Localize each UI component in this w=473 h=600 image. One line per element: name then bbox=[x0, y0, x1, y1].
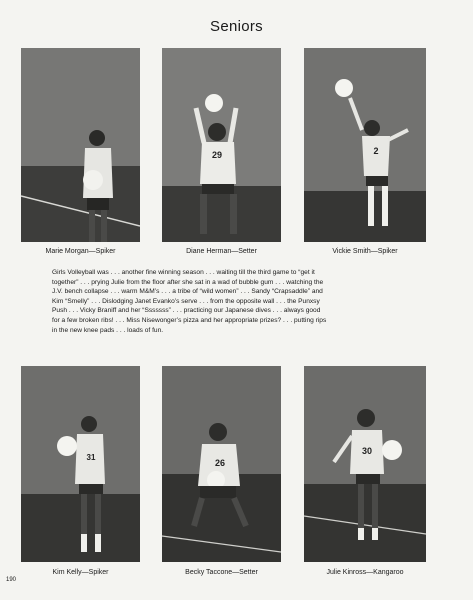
paragraph-line: Kim “Smelly” . . . Dislodging Janet Evanko’s serve . . . from the opposite wall . . . the Punxsy bbox=[52, 297, 320, 305]
paragraph-line: Girls Volleyball was . . . another fine winning season . . . waiting till the third game to “get it bbox=[52, 269, 315, 276]
volleyball-paragraph bbox=[52, 268, 422, 335]
photo-vickie-smith bbox=[304, 48, 426, 242]
photo-julie-kinross bbox=[304, 366, 426, 562]
jersey-number-diane: 29 bbox=[211, 150, 223, 160]
caption-becky-taccone: Becky Taccone—Setter bbox=[185, 569, 258, 576]
paragraph-line: in the new knee pads . . . loads of fun. bbox=[52, 326, 164, 334]
page-title: Seniors bbox=[210, 18, 263, 35]
jersey-number-becky: 26 bbox=[214, 458, 226, 468]
caption-diane-herman: Diane Herman—Setter bbox=[186, 248, 257, 255]
jersey-number-julie: 30 bbox=[361, 446, 373, 456]
paragraph-line: for a few broken ribs! . . . Miss Nisewonger’s pizza and her appropriate prizes? . . . putting rips bbox=[52, 316, 327, 324]
photo-becky-taccone bbox=[162, 366, 281, 562]
photo-kim-kelly bbox=[21, 366, 140, 562]
paragraph-line: Push . . . Vicky Braniff and her “Sssssss” . . . practicing our Japanese dives . . . always good bbox=[52, 307, 321, 315]
jersey-number-kim: 31 bbox=[86, 453, 96, 462]
caption-vickie-smith: Vickie Smith—Spiker bbox=[332, 248, 398, 255]
photo-diane-herman bbox=[162, 48, 281, 242]
caption-marie-morgan: Marie Morgan—Spiker bbox=[45, 248, 116, 255]
jersey-number-vickie: 2 bbox=[373, 146, 379, 156]
paragraph-line: J.V. bench collapse . . . warm M&M’s . . . a tribe of “wild women” . . . Sandy “Crapsaddle” and bbox=[52, 288, 323, 296]
paragraph-line: together” . . . prying Julie from the floor after she sat in a wad of bubble gum . . . watching the bbox=[52, 278, 324, 286]
photo-marie-morgan bbox=[21, 48, 140, 242]
page-number: 190 bbox=[6, 577, 17, 583]
caption-kim-kelly: Kim Kelly—Spiker bbox=[52, 569, 109, 576]
caption-julie-kinross: Julie Kinross—Kangaroo bbox=[326, 569, 404, 576]
